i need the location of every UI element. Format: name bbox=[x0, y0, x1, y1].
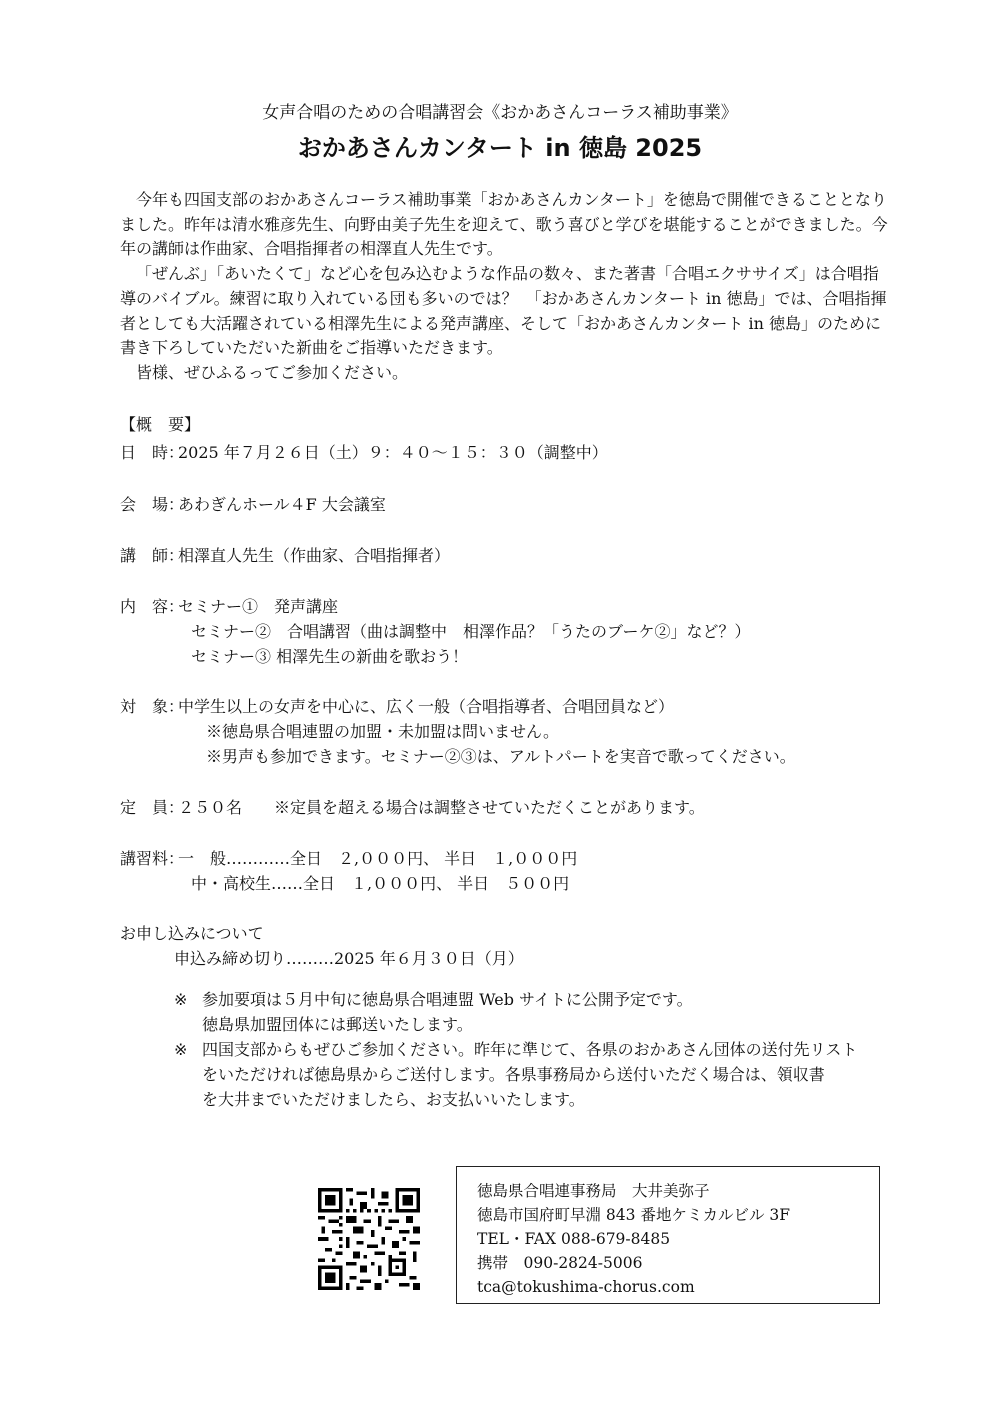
note-line: を大井までいただけましたら、お支払いいたします。 bbox=[202, 1090, 585, 1109]
target-row bbox=[120, 694, 674, 717]
content-item: セミナー③ 相澤先生の新曲を歌おう！ bbox=[191, 647, 469, 666]
capacity-value: ２５０名 ※定員を超える場合は調整させていただくことがあります。 bbox=[178, 798, 705, 817]
lecturer-value: 相澤直人先生（作曲家、合唱指揮者） bbox=[178, 546, 451, 565]
note-line: 参加要項は５月中旬に徳島県合唱連盟 Web サイトに公開予定です。 bbox=[202, 990, 693, 1009]
intro-text bbox=[120, 188, 890, 386]
target-note: ※徳島県合唱連盟の加盟・未加盟は問いません。 bbox=[206, 722, 559, 741]
contact-address: 徳島市国府町早淵 843 番地ケミカルビル 3F bbox=[477, 1206, 790, 1224]
note-mark: ※ bbox=[174, 990, 188, 1009]
contact-tel-fax: TEL・FAX 088-679-8485 bbox=[477, 1230, 671, 1248]
fee-label: 講習料： bbox=[120, 849, 185, 868]
lecturer-row bbox=[120, 543, 450, 566]
target-note: ※男声も参加できます。セミナー②③は、アルトパートを実音で歌ってください。 bbox=[206, 747, 796, 766]
content-item: セミナー② 合唱講習（曲は調整中 相澤作品？「うたのブーケ②」など？） bbox=[191, 622, 751, 641]
overview-heading: 【概 要】 bbox=[120, 415, 201, 434]
note-line: 徳島県加盟団体には郵送いたします。 bbox=[202, 1015, 473, 1034]
target-label: 対 象： bbox=[120, 697, 185, 716]
fee-row bbox=[120, 846, 577, 869]
capacity-row bbox=[120, 795, 705, 818]
content-item: セミナー① 発声講座 bbox=[178, 597, 339, 616]
datetime-row bbox=[120, 440, 608, 463]
target-value: 中学生以上の女声を中心に、広く一般（合唱指導者、合唱団員など） bbox=[178, 697, 675, 716]
content-label: 内 容： bbox=[120, 597, 185, 616]
fee-line: 中・高校生……全日 １,０００円、 半日 ５００円 bbox=[191, 874, 570, 893]
note-line: をいただければ徳島県からご送付します。各県事務局から送付いただく場合は、領収書 bbox=[202, 1065, 825, 1084]
datetime-value: 2025 年７月２６日（土）９：４０〜１５：３０（調整中） bbox=[178, 443, 608, 462]
contact-box bbox=[456, 1166, 880, 1304]
subtitle: 女声合唱のための合唱講習会《おかあさんコーラス補助事業》 bbox=[262, 103, 738, 123]
capacity-label: 定 員： bbox=[120, 798, 185, 817]
application-heading: お申し込みについて bbox=[120, 924, 264, 943]
venue-label: 会 場： bbox=[120, 495, 185, 514]
content-row bbox=[120, 594, 338, 617]
application-deadline: 申込み締め切り………2025 年６月３０日（月） bbox=[174, 949, 524, 968]
datetime-label: 日 時： bbox=[120, 443, 185, 462]
intro-paragraph: 「ぜんぶ」「あいたくて」など心を包み込むような作品の数々、また著書「合唱エクササイズ」は合唱指導のバイブル。練習に取り入れている団も多いのでは？ 「おかあさんカンタート in 徳島」では、合唱指揮者としても大活躍されている相澤先生による発声講座、そして「おかあさんカンタート in 徳島」のために書き下ろしていただいた新曲をご指導いただきます。 bbox=[120, 264, 887, 358]
page-title: おかあさんカンタート in 徳島 2025 bbox=[297, 134, 703, 162]
intro-paragraph: 皆様、ぜひふるってご参加ください。 bbox=[136, 362, 409, 382]
contact-office: 徳島県合唱連事務局 大井美弥子 bbox=[477, 1182, 710, 1200]
intro-paragraph: 今年も四国支部のおかあさんコーラス補助事業「おかあさんカンタート」を徳島で開催できることとなりました。昨年は清水雅彦先生、向野由美子先生を迎えて、歌う喜びと学びを堪能することができました。今年の講師は作曲家、合唱指揮者の相澤直人先生です。 bbox=[120, 190, 888, 259]
contact-mobile: 携帯 090-2824-5006 bbox=[477, 1254, 643, 1272]
note-line: 四国支部からもぜひご参加ください。昨年に準じて、各県のおかあさん団体の送付先リスト bbox=[202, 1040, 858, 1059]
application-note bbox=[174, 987, 693, 1010]
qr-code-icon bbox=[318, 1188, 420, 1290]
venue-value: あわぎんホール４F 大会議室 bbox=[178, 495, 386, 514]
note-mark: ※ bbox=[174, 1040, 188, 1059]
venue-row bbox=[120, 492, 386, 515]
fee-line: 一 般…………全日 ２,０００円、 半日 １,０００円 bbox=[178, 849, 578, 868]
lecturer-label: 講 師： bbox=[120, 546, 185, 565]
contact-email: tca@tokushima-chorus.com bbox=[477, 1278, 695, 1296]
application-note bbox=[174, 1037, 857, 1060]
